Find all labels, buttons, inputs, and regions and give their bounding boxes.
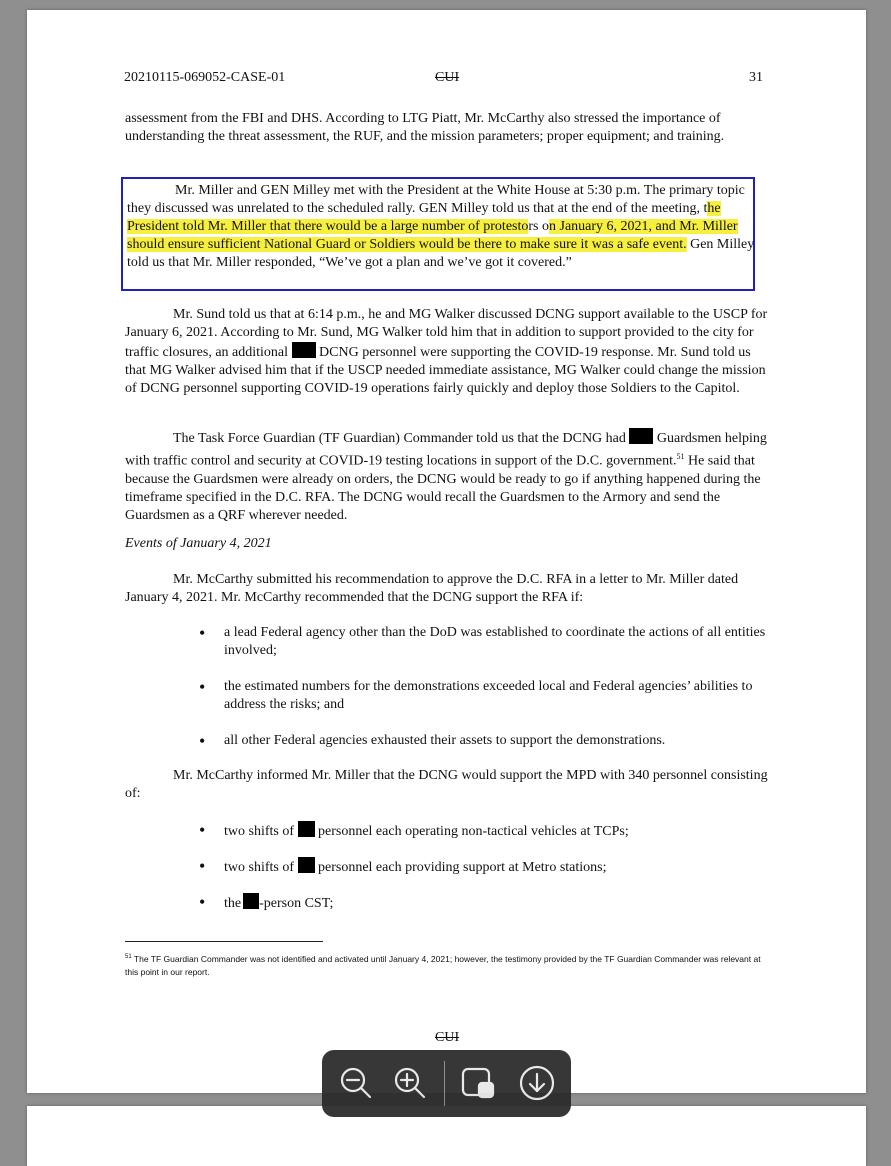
paragraph-threat-assessment: assessment from the FBI and DHS. According to LTG Piatt, Mr. McCarthy also stressed the importance of understanding the threat assessment, the RUF, and the mission parameters; proper equipment; and training. xyxy=(125,111,725,144)
text-run: two shifts of xyxy=(224,824,294,839)
footnote-rule xyxy=(125,941,323,942)
zoom-out-icon[interactable] xyxy=(336,1063,376,1103)
text-run: DCNG personnel were supporting the COVID-19 response. Mr. Sund told us that MG Walker advised him that if the USCP needed immediate assistance, MG Walker could change the mission of DCNG personnel supporting COVID-19 operations fairly quickly and deploy those Soldiers to the Capitol. xyxy=(125,345,766,396)
paragraph-tf-guardian xyxy=(125,428,770,525)
footnote-number: 51 xyxy=(125,954,132,960)
text-run: -person CST; xyxy=(259,896,334,911)
text-run: r xyxy=(528,219,534,234)
text-run: Gen Milley told us that Mr. Miller responded, “We’ve got a plan and we’ve got it covered.” xyxy=(127,237,755,270)
text-run: The Task Force Guardian (TF Guardian) Commander told us that the DCNG had xyxy=(173,431,626,446)
redaction-block xyxy=(298,857,315,873)
cui-marking-footer: CUI xyxy=(435,1030,460,1045)
text-run: personnel each providing support at Metro stations; xyxy=(318,860,607,875)
bullet-glyph: • xyxy=(199,731,206,751)
paragraph-mccarthy-recommendation: Mr. McCarthy submitted his recommendation to approve the D.C. RFA in a letter to Mr. Miller dated January 4, 2021. Mr. McCarthy recommended that the DCNG support the RFA if: xyxy=(125,572,739,605)
text-run: Mr. Sund told us that at 6:14 p.m., he and MG Walker discussed DCNG support available to the USCP for January 6, 2021. According to Mr. Sund, MG Walker told him that in addition to support provided to the city for traffic closures, an additional xyxy=(125,307,768,360)
text-run: two shifts of xyxy=(224,860,294,875)
paragraph-mpd-support: Mr. McCarthy informed Mr. Miller that the DCNG would support the MPD with 340 personnel consisting of: xyxy=(125,768,768,801)
bullet-glyph: • xyxy=(199,892,206,912)
redaction-block xyxy=(243,893,259,909)
footnote-ref: 51 xyxy=(676,452,685,461)
text-run: Mr. Miller and GEN Milley met with the President at the White House at 5:30 p.m. The primary topic they discussed was unrelated to the scheduled rally. GEN Milley told us that at the end of the meeting, t xyxy=(127,183,745,216)
case-number: 20210115-069052-CASE-01 xyxy=(124,70,286,85)
bullet-glyph: • xyxy=(199,856,206,876)
text-run: the xyxy=(224,896,242,911)
footnote-text: The TF Guardian Commander was not identified and activated until January 4, 2021; however, the testimony provided by the TF Guardian Commander was relevant at this point in our report. xyxy=(125,953,761,977)
page-number: 31 xyxy=(749,70,763,85)
paragraph-sund-walker xyxy=(125,306,770,398)
text-run: s o xyxy=(533,219,549,234)
list-item xyxy=(224,857,784,877)
document-page xyxy=(27,10,866,1093)
zoom-in-icon[interactable] xyxy=(390,1063,430,1103)
list-item: the estimated numbers for the demonstrations exceeded local and Federal agencies’ abilities to address the risks; and xyxy=(224,679,753,712)
bullet-glyph: • xyxy=(199,623,206,643)
highlight-run: n January 6, 2021, and Mr. Miller should ensure sufficient National Guard or Soldiers would be there to make sure it was a safe event. xyxy=(127,219,738,252)
pdf-viewer-toolbar xyxy=(322,1050,571,1117)
list-item xyxy=(224,893,784,913)
toolbar-separator xyxy=(444,1061,445,1106)
section-heading: Events of January 4, 2021 xyxy=(125,536,272,551)
redaction-block xyxy=(629,428,653,444)
bullet-glyph: • xyxy=(199,677,206,697)
text-run: personnel each operating non-tactical vehicles at TCPs; xyxy=(318,824,629,839)
footnote xyxy=(125,951,765,979)
text-run: He said that because the Guardsmen were already on orders, the DCNG would be ready to go if anything happened during the timeframe specified in the D.C. RFA. The DCNG would recall the Guardsmen to the Armory and send the Guardsmen as a QRF wherever needed. xyxy=(125,453,761,523)
list-item xyxy=(224,821,784,841)
text-run: Guardsmen helping with traffic control and security at COVID-19 testing locations in support of the D.C. government. xyxy=(125,431,767,469)
list-item: a lead Federal agency other than the DoD was established to coordinate the actions of all entities involved; xyxy=(224,625,766,658)
paragraph-president-meeting xyxy=(127,182,757,272)
cui-marking-header: CUI xyxy=(435,70,460,85)
highlight-run: he President told Mr. Miller that there would be a large number of protesto xyxy=(127,201,721,234)
download-icon[interactable] xyxy=(517,1063,557,1103)
redaction-block xyxy=(292,342,316,358)
markup-icon[interactable] xyxy=(459,1063,499,1103)
bullet-glyph: • xyxy=(199,820,206,840)
list-item: all other Federal agencies exhausted their assets to support the demonstrations. xyxy=(224,733,666,748)
redaction-block xyxy=(298,821,315,837)
